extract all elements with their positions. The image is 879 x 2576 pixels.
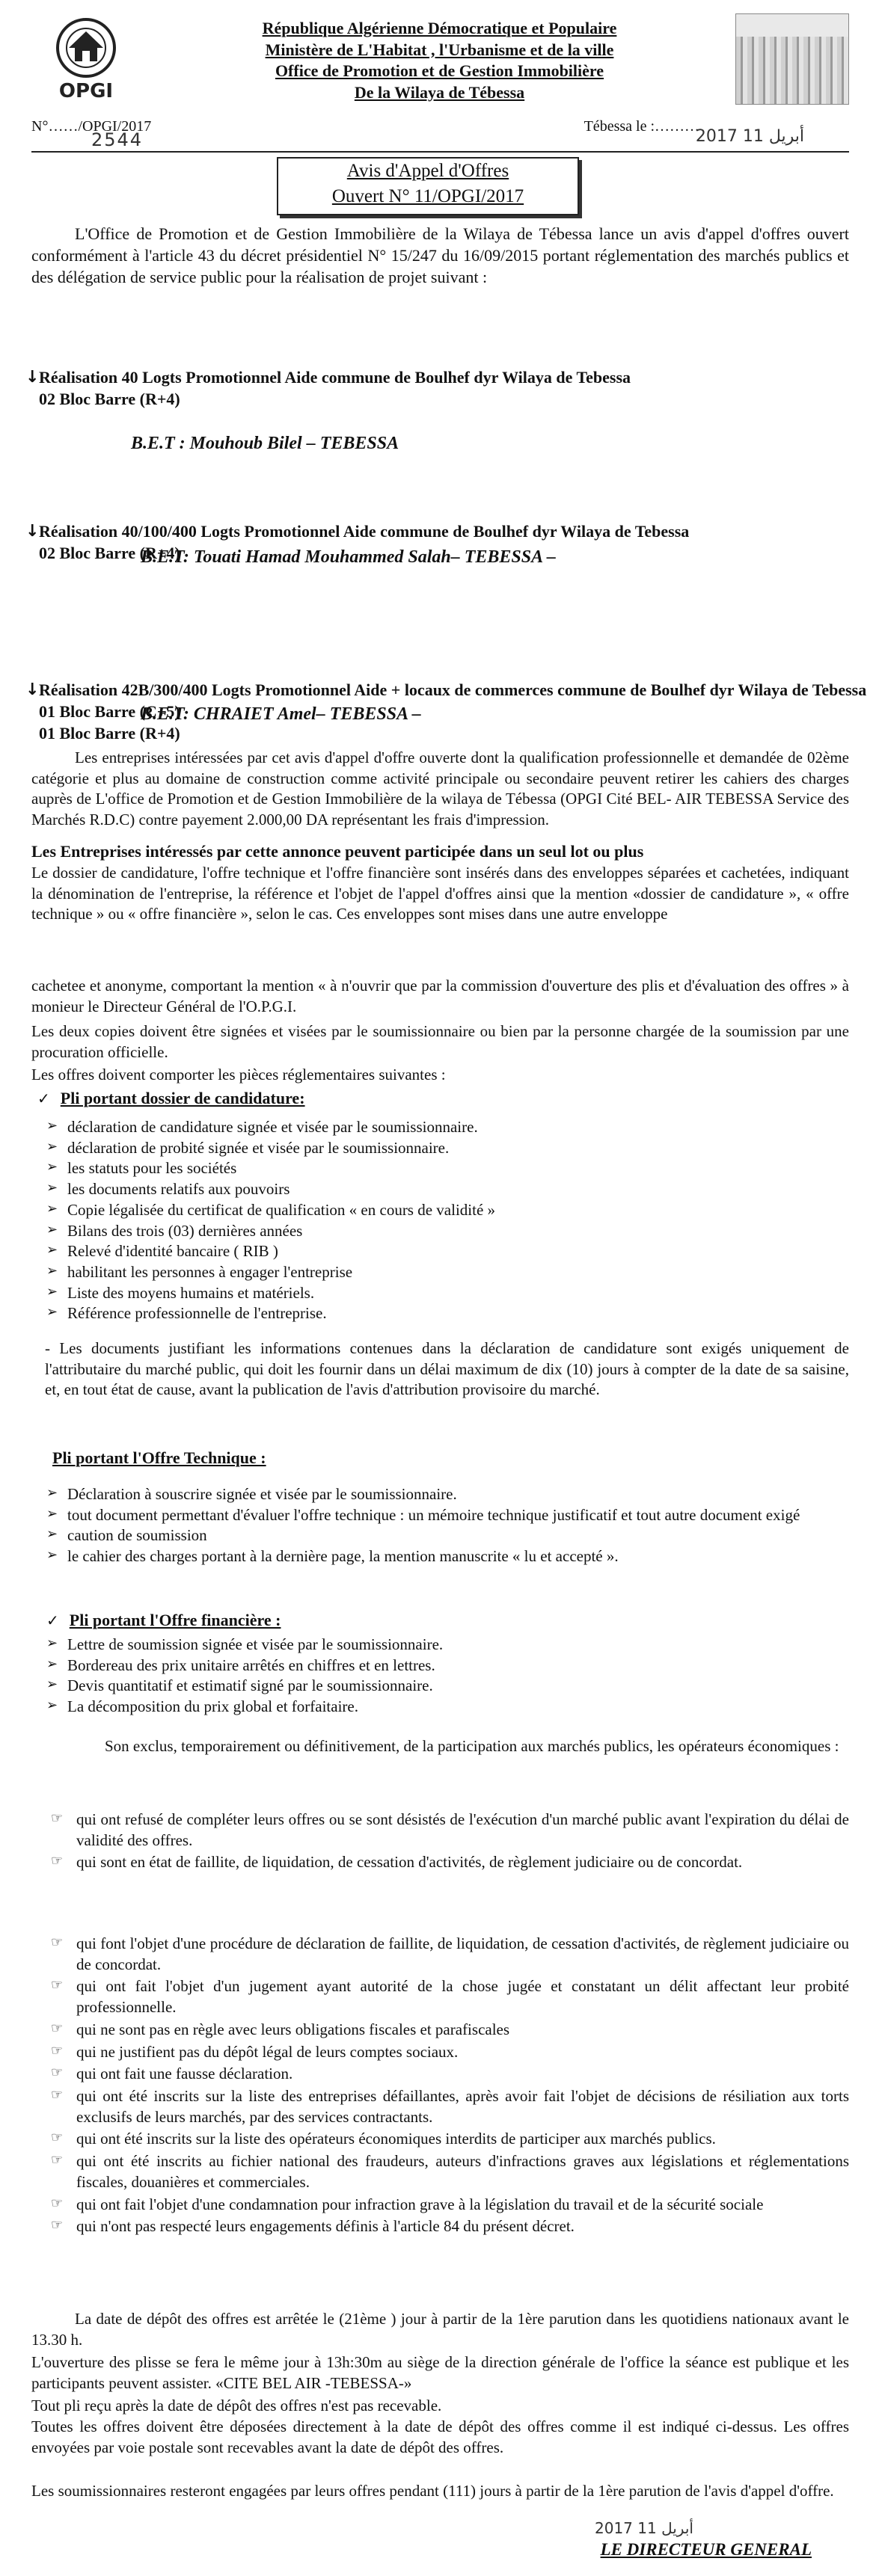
building-photo [735, 13, 849, 105]
list-item: ☞ qui sont en état de faillite, de liquidation, de cessation d'activités, de règlement judiciaire ou de concordat. [43, 1852, 849, 1873]
list-item: ☞ qui ont été inscrits sur la liste des opérateurs économiques interdits de participer aux marchés publics. [43, 2129, 849, 2150]
list-item: ➢ Référence professionnelle de l'entreprise. [45, 1303, 849, 1324]
list-item: ➢ Bilans des trois (03) dernières années [45, 1221, 849, 1242]
list-item: ☞ qui ont fait une fausse déclaration. [43, 2064, 849, 2085]
reference-line [31, 112, 849, 153]
list-item: ➢ Devis quantitatif et estimatif signé par le soumissionnaire. [45, 1676, 849, 1697]
project-1: ↓ Réalisation 40 Logts Promotionnel Aide commune de Boulhef dyr Wilaya de Tebessa 02 Bloc Barre (R+4) [25, 368, 631, 409]
handwritten-reference-number: 2544 [91, 129, 144, 150]
list-item: ➢ Lettre de soumission signée et visée par le soumissionnaire. [45, 1635, 849, 1656]
list-item: ➢ le cahier des charges portant à la dernière page, la mention manuscrite « lu et accepté ». [45, 1546, 849, 1567]
project-3-bloc-2: 01 Bloc Barre (R+4) [39, 724, 180, 743]
candidature-heading: ✓ Pli portant dossier de candidature: [37, 1089, 305, 1107]
project-3-bloc-1: 01 Bloc Barre (C+5) [39, 702, 180, 722]
header-line-4: De la Wilaya de Tébessa [354, 82, 525, 102]
technique-list [45, 1484, 849, 1567]
list-item: ➢ La décomposition du prix global et forfaitaire. [45, 1697, 849, 1718]
list-item: ☞ qui ont fait l'objet d'une condamnation pour infraction grave à la législation du travail et de la sécurité sociale [43, 2195, 849, 2216]
list-item: ➢ Déclaration à souscrire signée et visée par le soumissionnaire. [45, 1484, 849, 1505]
notice-title: Avis d'Appel d'Offres [346, 161, 509, 181]
intro-paragraph: L'Office de Promotion et de Gestion Immobilière de la Wilaya de Tébessa lance un avis d'appel d'offres ouvert conformément à l'article 43 du décret présidentiel N° 15/247 du 16/09/2015 portant réglementation des marchés publics et des délégation de service public pour la réalisation de projet suivant : [31, 224, 849, 287]
list-item: ➢ tout document permettant d'évaluer l'offre technique : un mémoire technique justificatif et tout autre document exigé [45, 1505, 849, 1526]
cachetee-paragraph: cachetee et anonyme, comportant la mention « à n'ouvrir que par la commission d'ouverture des plis et d'évaluation des offres » à monieur le Directeur Général de l'O.P.G.I. [31, 977, 849, 1015]
notice-title-box [277, 157, 579, 215]
list-item: ☞ qui ont fait l'objet d'un jugement ayant autorité de la chose jugée et constatant un délit affectant leur probité professionnelle. [43, 1976, 849, 2017]
list-item: ➢ Copie légalisée du certificat de qualification « en cours de validité » [45, 1200, 849, 1221]
letterhead [30, 13, 849, 103]
list-item: ☞ qui ont été inscrits sur la liste des entreprises défaillantes, après avoir fait l'objet de décisions de résiliation aux torts exclusifs de leurs marchés, par des services contractants. [43, 2086, 849, 2127]
exclus-intro: Son exclus, temporairement ou définitivement, de la participation aux marchés publics, les opérateurs économiques : [105, 1737, 839, 1755]
project-1-bloc-1: 02 Bloc Barre (R+4) [39, 390, 180, 409]
list-item: ➢ habilitant les personnes à engager l'entreprise [45, 1262, 849, 1283]
letterhead-text [157, 18, 722, 103]
candidature-list [45, 1117, 849, 1324]
project-3-bet: B.E.T: CHRAIET Amel– TEBESSA – [141, 704, 421, 724]
ouverture-paragraph: L'ouverture des plisse se fera le même jour à 13h:30m au siège de la direction générale de l'office la séance est publique et les participants peuvent assister. «CITE BEL AIR -TEBESSA-» [31, 2353, 849, 2392]
list-item: ➢ déclaration de probité signée et visée par le soumissionnaire. [45, 1138, 849, 1159]
check-icon: ✓ [46, 1611, 59, 1629]
footer-handwritten-date: 2017 أبريل 11 [595, 2519, 693, 2537]
project-2: ↓ Réalisation 40/100/400 Logts Promotionnel Aide commune de Boulhef dyr Wilaya de Tebessa 02 Bloc Barre (R+4) [25, 522, 690, 563]
list-item: ☞ qui n'ont pas respecté leurs engagements définis à l'article 84 du présent décret. [43, 2216, 849, 2237]
check-icon: ✓ [37, 1089, 50, 1107]
project-2-bet: B.E.T: Touati Hamad Mouhammed Salah– TEBESSA – [141, 547, 556, 567]
financiere-list [45, 1635, 849, 1718]
handwritten-date: 2017 أبريل 11 [695, 127, 804, 146]
project-3-title: Réalisation 42B/300/400 Logts Promotionnel Aide + locaux de commerces commune de Boulhef dyr Wilaya de Tebessa [39, 680, 867, 700]
opgi-logo-icon [30, 13, 142, 103]
toutes-offres-paragraph: Toutes les offres doivent être déposées directement à la date de dépôt des offres comme il est indiqué ci-dessus. Les offres envoyées par voie postale sont recevables avant la date de dépôt des offres. [31, 2417, 849, 2456]
header-line-2: Ministère de L'Habitat , l'Urbanisme et de la ville [265, 40, 614, 59]
header-line-1: République Algérienne Démocratique et Populaire [262, 19, 617, 37]
list-item: ☞ qui ne sont pas en règle avec leurs obligations fiscales et parafiscales [43, 2020, 849, 2041]
list-item: ☞ qui ont été inscrits au fichier national des fraudeurs, auteurs d'infractions graves aux législations et réglementations fiscales, douanières et commerciales. [43, 2151, 849, 2192]
dossier-paragraph: Le dossier de candidature, l'offre technique et l'offre financière sont insérés dans des enveloppes séparées et cachetées, indiquant la dénomination de l'entreprise, la référence et l'objet de l'appel d'offres ainsi que la mention «dossier de candidature », « offre technique » ou « offre financière », selon le cas. Ces enveloppes sont mises dans une autre enveloppe [31, 864, 849, 923]
list-item: ➢ les statuts pour les sociétés [45, 1158, 849, 1179]
list-item: ☞ qui ne justifient pas du dépôt légal de leurs comptes sociaux. [43, 2042, 849, 2063]
candidature-note: - Les documents justifiant les informations contenues dans la déclaration de candidature sont exigés uniquement de l'attributaire du marché public, qui doit les fournir dans un délai maximum de dix (10) jours à compter de la date de sa saisine, et, en tout état de cause, avant la publication de l'avis d'attribution provisoire du marché. [45, 1339, 849, 1399]
reference-number-label: N°……/OPGI/2017 [31, 118, 152, 135]
list-item: ☞ qui ont refusé de compléter leurs offres ou se sont désistés de l'exécution d'un marché public avant l'expiration du délai de validité des offres. [43, 1810, 849, 1851]
list-item: ➢ caution de soumission [45, 1525, 849, 1546]
project-3: ↓ Réalisation 42B/300/400 Logts Promotionnel Aide + locaux de commerces commune de Boulhef dyr Wilaya de Tebessa 01 Bloc Barre (C+5) 01 Bloc Barre (R+4) [25, 680, 867, 743]
notice-number: Ouvert N° 11/OPGI/2017 [331, 185, 524, 206]
entreprises-paragraph: Les entreprises intéressées par cet avis d'appel d'offre ouverte dont la qualification professionnelle et demandée de 02ème catégorie et plus au domaine de construction comme activité principale ou secondaire peuvent retirer les cahiers des charges auprès de L'office de Promotion et de Gestion Immobilière de la wilaya de Tébessa (OPGI Cité BEL- AIR TEBESSA Service des Marchés R.D.C) contre payement 2.000,00 DA représentant les frais d'impression. [31, 748, 849, 829]
signature-title: LE DIRECTEUR GENERAL [600, 2540, 812, 2559]
header-line-3: Office de Promotion et de Gestion Immobilière [275, 61, 604, 81]
list-item: ➢ les documents relatifs aux pouvoirs [45, 1179, 849, 1200]
project-1-title: Réalisation 40 Logts Promotionnel Aide commune de Boulhef dyr Wilaya de Tebessa [39, 368, 631, 387]
list-item: ➢ Bordereau des prix unitaire arrêtés en chiffres et en lettres. [45, 1656, 849, 1676]
tout-pli-paragraph: Tout pli reçu après la date de dépôt des offres n'est pas recevable. [31, 2397, 442, 2414]
list-item: ➢ Liste des moyens humains et matériels. [45, 1283, 849, 1304]
pieces-paragraph: Les offres doivent comporter les pièces réglementaires suivantes : [31, 1066, 446, 1083]
technique-heading: Pli portant l'Offre Technique : [52, 1448, 266, 1467]
depot-paragraph: La date de dépôt des offres est arrêtée le (21ème ) jour à partir de la 1ère parution dans les quotidiens nationaux avant le 13.30 h. [31, 2310, 849, 2349]
copies-paragraph: Les deux copies doivent être signées et visées par le soumissionnaire ou bien par la personne chargée de la soumission par une procuration officielle. [31, 1022, 849, 1061]
list-item: ➢ déclaration de candidature signée et visée par le soumissionnaire. [45, 1117, 849, 1138]
project-1-bet: B.E.T : Mouhoub Bilel – TEBESSA [131, 434, 399, 453]
exclusion-list-a [43, 1810, 849, 1875]
lot-paragraph: Les Entreprises intéressés par cette annonce peuvent participée dans un seul lot ou plus [31, 842, 644, 861]
engagement-paragraph: Les soumissionnaires resteront engagées par leurs offres pendant (111) jours à partir de la 1ère parution de l'avis d'appel d'offre. [31, 2482, 834, 2500]
financiere-heading: ✓ Pli portant l'Offre financière : [46, 1611, 281, 1629]
place-date-label: Tébessa le :……… [584, 118, 699, 135]
list-item: ☞ qui font l'objet d'une procédure de déclaration de faillite, de liquidation, de cessation d'activités, de règlement judiciaire ou de concordat. [43, 1934, 849, 1975]
logo-text: OPGI [58, 80, 114, 102]
project-2-bloc-1: 02 Bloc Barre (R+4) [39, 544, 180, 563]
project-2-title: Réalisation 40/100/400 Logts Promotionnel Aide commune de Boulhef dyr Wilaya de Tebessa [39, 522, 690, 541]
exclusion-list-b [43, 1934, 849, 2239]
list-item: ➢ Relevé d'identité bancaire ( RIB ) [45, 1241, 849, 1262]
